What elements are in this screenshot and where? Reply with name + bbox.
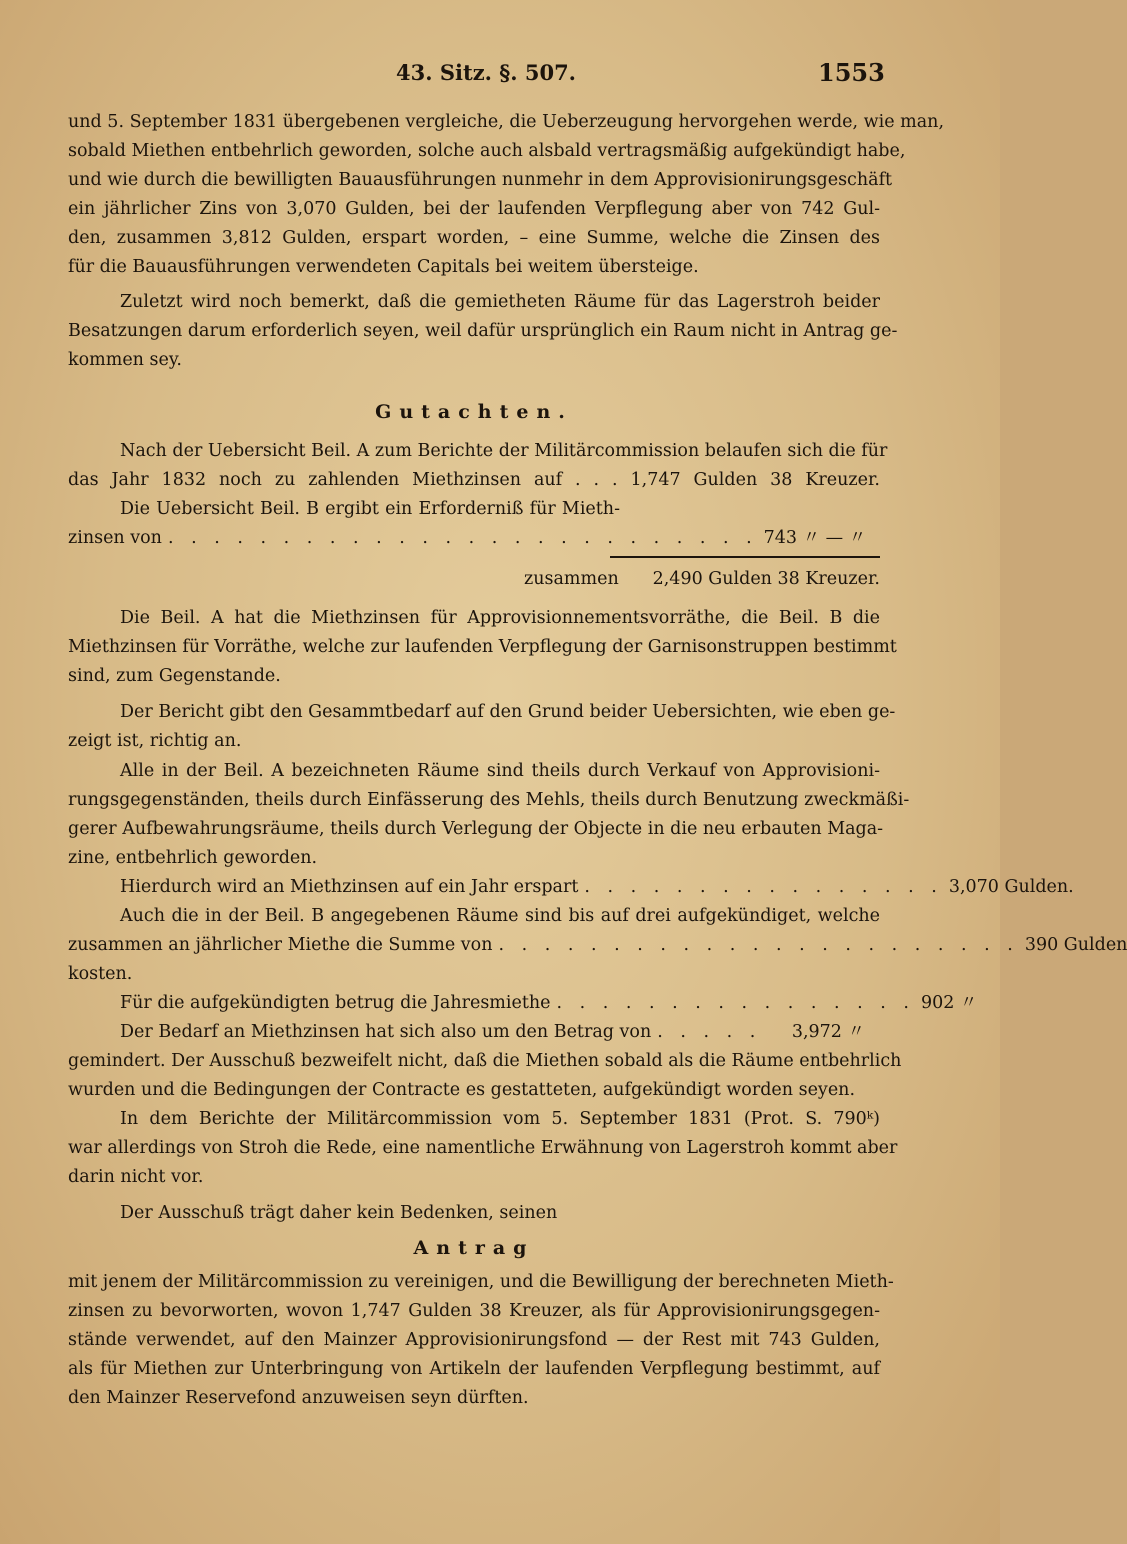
text-line: war allerdings von Stroh die Rede, eine namentliche Erwähnung von Lagerstroh kommt aber [68, 1138, 898, 1158]
page-number: 1553 [818, 58, 885, 87]
text-line: kommen sey. [68, 350, 182, 370]
ledger-row-390 [68, 931, 1127, 959]
text-line: zine, entbehrlich geworden. [68, 848, 318, 868]
text-line: kosten. [68, 964, 133, 984]
text-line: sind, zum Gegenstande. [68, 666, 281, 686]
text-line: Die Beil. A hat die Miethzinsen für Approvisionnementsvorräthe, die Beil. B die [120, 608, 880, 628]
ledger-value: 3,972 〃 [791, 1022, 865, 1042]
ledger-row-743 [68, 524, 867, 552]
leader-dots: . . . . . [657, 1022, 762, 1042]
text-line: mit jenem der Militärcommission zu vereinigen, und die Bewilligung der berechneten Mieth- [68, 1272, 894, 1292]
text-line: das Jahr 1832 noch zu zahlenden Miethzinsen auf . . . 1,747 Gulden 38 Kreuzer. [68, 470, 880, 490]
running-header: 43. Sitz. §. 507. [396, 60, 576, 85]
text-line: Auch die in der Beil. B angegebenen Räume sind bis auf drei aufgekündiget, welche [120, 906, 880, 926]
text-line: Der Bericht gibt den Gesammtbedarf auf den Grund beider Uebersichten, wie eben ge- [120, 702, 896, 722]
ledger-label: zusammen an jährlicher Miethe die Summe von [68, 935, 493, 955]
ledger-row-3972 [120, 1018, 865, 1046]
section-heading-gutachten: Gutachten. [375, 401, 573, 423]
text-line: Besatzungen darum erforderlich seyen, weil dafür ursprünglich ein Raum nicht in Antrag ge- [68, 321, 898, 341]
ledger-row-902 [120, 989, 978, 1017]
text-line: In dem Berichte der Militärcommission vom 5. September 1831 (Prot. S. 790ᵏ) [120, 1109, 880, 1129]
leader-dots: . . . . . . . . . . . . . . . . [556, 993, 915, 1013]
text-line: und wie durch die bewilligten Bauausführungen nunmehr in dem Approvisionirungsgeschäft [68, 170, 893, 190]
text-line: ein jährlicher Zins von 3,070 Gulden, bei der laufenden Verpflegung aber von 742 Gul- [68, 199, 880, 219]
text-line: gerer Aufbewahrungsräume, theils durch Verlegung der Objecte in die neu erbauten Maga- [68, 819, 884, 839]
text-line: wurden und die Bedingungen der Contracte es gestatteten, aufgekündigt worden seyen. [68, 1080, 856, 1100]
text-line: den Mainzer Reservefond anzuweisen seyn dürften. [68, 1388, 529, 1408]
text-line: rungsgegenständen, theils durch Einfässerung des Mehls, theils durch Benutzung zweckmäßi- [68, 790, 910, 810]
text-line: Nach der Uebersicht Beil. A zum Berichte der Militärcommission belaufen sich die für [120, 441, 888, 461]
text-line: gemindert. Der Ausschuß bezweifelt nicht, daß die Miethen sobald als die Räume entbehrlich [68, 1051, 902, 1071]
leader-dots: . . . . . . . . . . . . . . . . . . . . . . . . . . [167, 528, 758, 548]
text-line: Zuletzt wird noch bemerkt, daß die gemietheten Räume für das Lagerstroh beider [120, 292, 880, 312]
text-line: Die Uebersicht Beil. B ergibt ein Erforderniß für Mieth- [120, 499, 620, 519]
leader-dots: . . . . . . . . . . . . . . . . [584, 877, 943, 897]
text-line: sobald Miethen entbehrlich geworden, solche auch alsbald vertragsmäßig aufgekündigt habe, [68, 141, 906, 161]
ledger-label: zinsen von [68, 528, 162, 548]
text-line: den, zusammen 3,812 Gulden, erspart worden, – eine Summe, welche die Zinsen des [68, 228, 880, 248]
ledger-label: Hierdurch wird an Miethzinsen auf ein Jahr erspart [120, 877, 579, 897]
text-line: Der Ausschuß trägt daher kein Bedenken, seinen [120, 1203, 558, 1223]
text-line: darin nicht vor. [68, 1167, 204, 1187]
text-line: Alle in der Beil. A bezeichneten Räume sind theils durch Verkauf von Approvisioni- [120, 761, 880, 781]
ledger-value: 3,070 Gulden. [948, 877, 1074, 897]
ledger-value: 902 〃 [920, 993, 978, 1013]
text-line: zinsen zu bevorworten, wovon 1,747 Gulden 38 Kreuzer, als für Approvisionirungsgegen- [68, 1301, 880, 1321]
total-row [524, 565, 880, 593]
ledger-label: Der Bedarf an Miethzinsen hat sich also um den Betrag von [120, 1022, 652, 1042]
ledger-row-hierdurch [120, 873, 1074, 901]
sum-rule [610, 556, 880, 558]
ledger-value: 390 Gulden [1024, 935, 1127, 955]
text-line: und 5. September 1831 übergebenen vergleiche, die Ueberzeugung hervorgehen werde, wie man, [68, 112, 945, 132]
total-label: zusammen [524, 569, 619, 589]
leader-dots: . . . . . . . . . . . . . . . . . . . . . . . [498, 935, 1019, 955]
text-line: stände verwendet, auf den Mainzer Approvisionirungsfond — der Rest mit 743 Gulden, [68, 1330, 880, 1350]
section-heading-antrag: Antrag [413, 1237, 535, 1259]
text-line: Miethzinsen für Vorräthe, welche zur laufenden Verpflegung der Garnisonstruppen bestimmt [68, 637, 897, 657]
text-line: als für Miethen zur Unterbringung von Artikeln der laufenden Verpflegung bestimmt, auf [68, 1359, 880, 1379]
ledger-value: 743 〃 — 〃 [763, 528, 867, 548]
text-line: zeigt ist, richtig an. [68, 731, 242, 751]
ledger-label: Für die aufgekündigten betrug die Jahresmiethe [120, 993, 551, 1013]
text-line: für die Bauausführungen verwendeten Capitals bei weitem übersteige. [68, 257, 699, 277]
total-value: 2,490 Gulden 38 Kreuzer. [652, 569, 880, 589]
